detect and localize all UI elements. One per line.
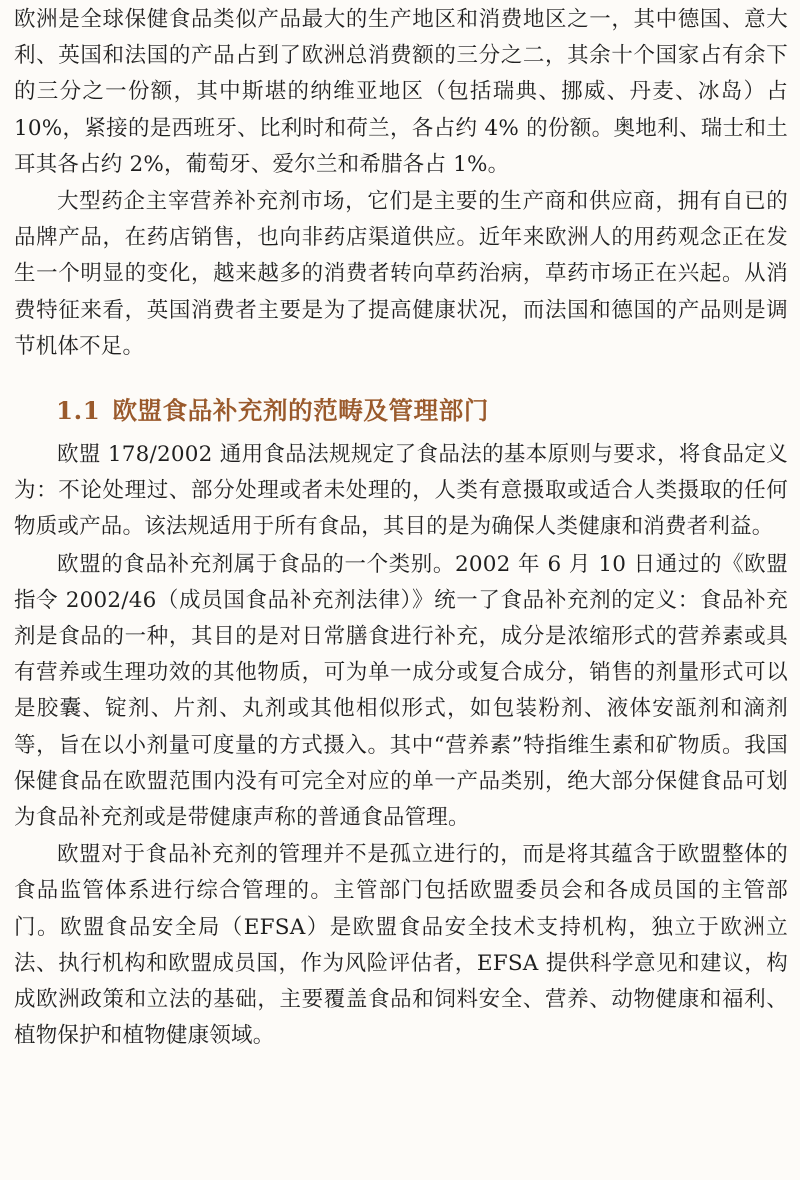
section-paragraph-2: 欧盟的食品补充剂属于食品的一个类别。2002 年 6 月 10 日通过的《欧盟指令 2002/46（成员国食品补充剂法律）》统一了食品补充剂的定义：食品补充剂是食品的一种，其目的是对日常膳食进行补充，成分是浓缩形式的营养素或具有营养或生理功效的其他物质，可为单一成分或复合成分，销售的剂量形式可以是胶囊、锭剂、片剂、丸剂或其他相似形式，如包装粉剂、液体安瓿剂和滴剂等，旨在以小剂量可度量的方式摄入。其中“营养素”特指维生素和矿物质。我国保健食品在欧盟范围内没有可完全对应的单一产品类别，绝大部分保健食品可划为食品补充剂或是带健康声称的普通食品管理。: [14, 551, 788, 831]
intro-paragraph-2: 大型药企主宰营养补充剂市场，它们是主要的生产商和供应商，拥有自已的品牌产品，在药店销售，也向非药店渠道供应。近年来欧洲人的用药观念正在发生一个明显的变化，越来越多的消费者转向草药治病，草药市场正在兴起。从消费特征来看，英国消费者主要是为了提高健康状况，而法国和德国的产品则是调节机体不足。: [14, 189, 788, 359]
section-heading: [56, 391, 788, 431]
section-paragraph-3: 欧盟对于食品补充剂的管理并不是孤立进行的，而是将其蕴含于欧盟整体的食品监管体系进行综合管理的。主管部门包括欧盟委员会和各成员国的主管部门。欧盟食品安全局（EFSA）是欧盟食品安全技术支持机构，独立于欧洲立法、执行机构和欧盟成员国，作为风险评估者，EFSA 提供科学意见和建议，构成欧洲政策和立法的基础，主要覆盖食品和饲料安全、营养、动物健康和福利、植物保护和植物健康领域。: [14, 842, 788, 1049]
section-title: 欧盟食品补充剂的范畴及管理部门: [112, 396, 489, 426]
section-paragraph-1: 欧盟 178/2002 通用食品法规规定了食品法的基本原则与要求，将食品定义为：不论处理过、部分处理或者未处理的，人类有意摄取或适合人类摄取的任何物质或产品。该法规适用于所有食品，其目的是为确保人类健康和消费者利益。: [14, 442, 788, 540]
section-number: 1.1: [56, 396, 101, 426]
intro-paragraph-1: 欧洲是全球保健食品类似产品最大的生产地区和消费地区之一，其中德国、意大利、英国和法国的产品占到了欧洲总消费额的三分之二，其余十个国家占有余下的三分之一份额，其中斯堪的纳维亚地区（包括瑞典、挪威、丹麦、冰岛）占 10%，紧接的是西班牙、比利时和荷兰，各占约 4% 的份额。奥地利、瑞士和土耳其各占约 2%，葡萄牙、爱尔兰和希腊各占 1%。: [14, 7, 788, 177]
